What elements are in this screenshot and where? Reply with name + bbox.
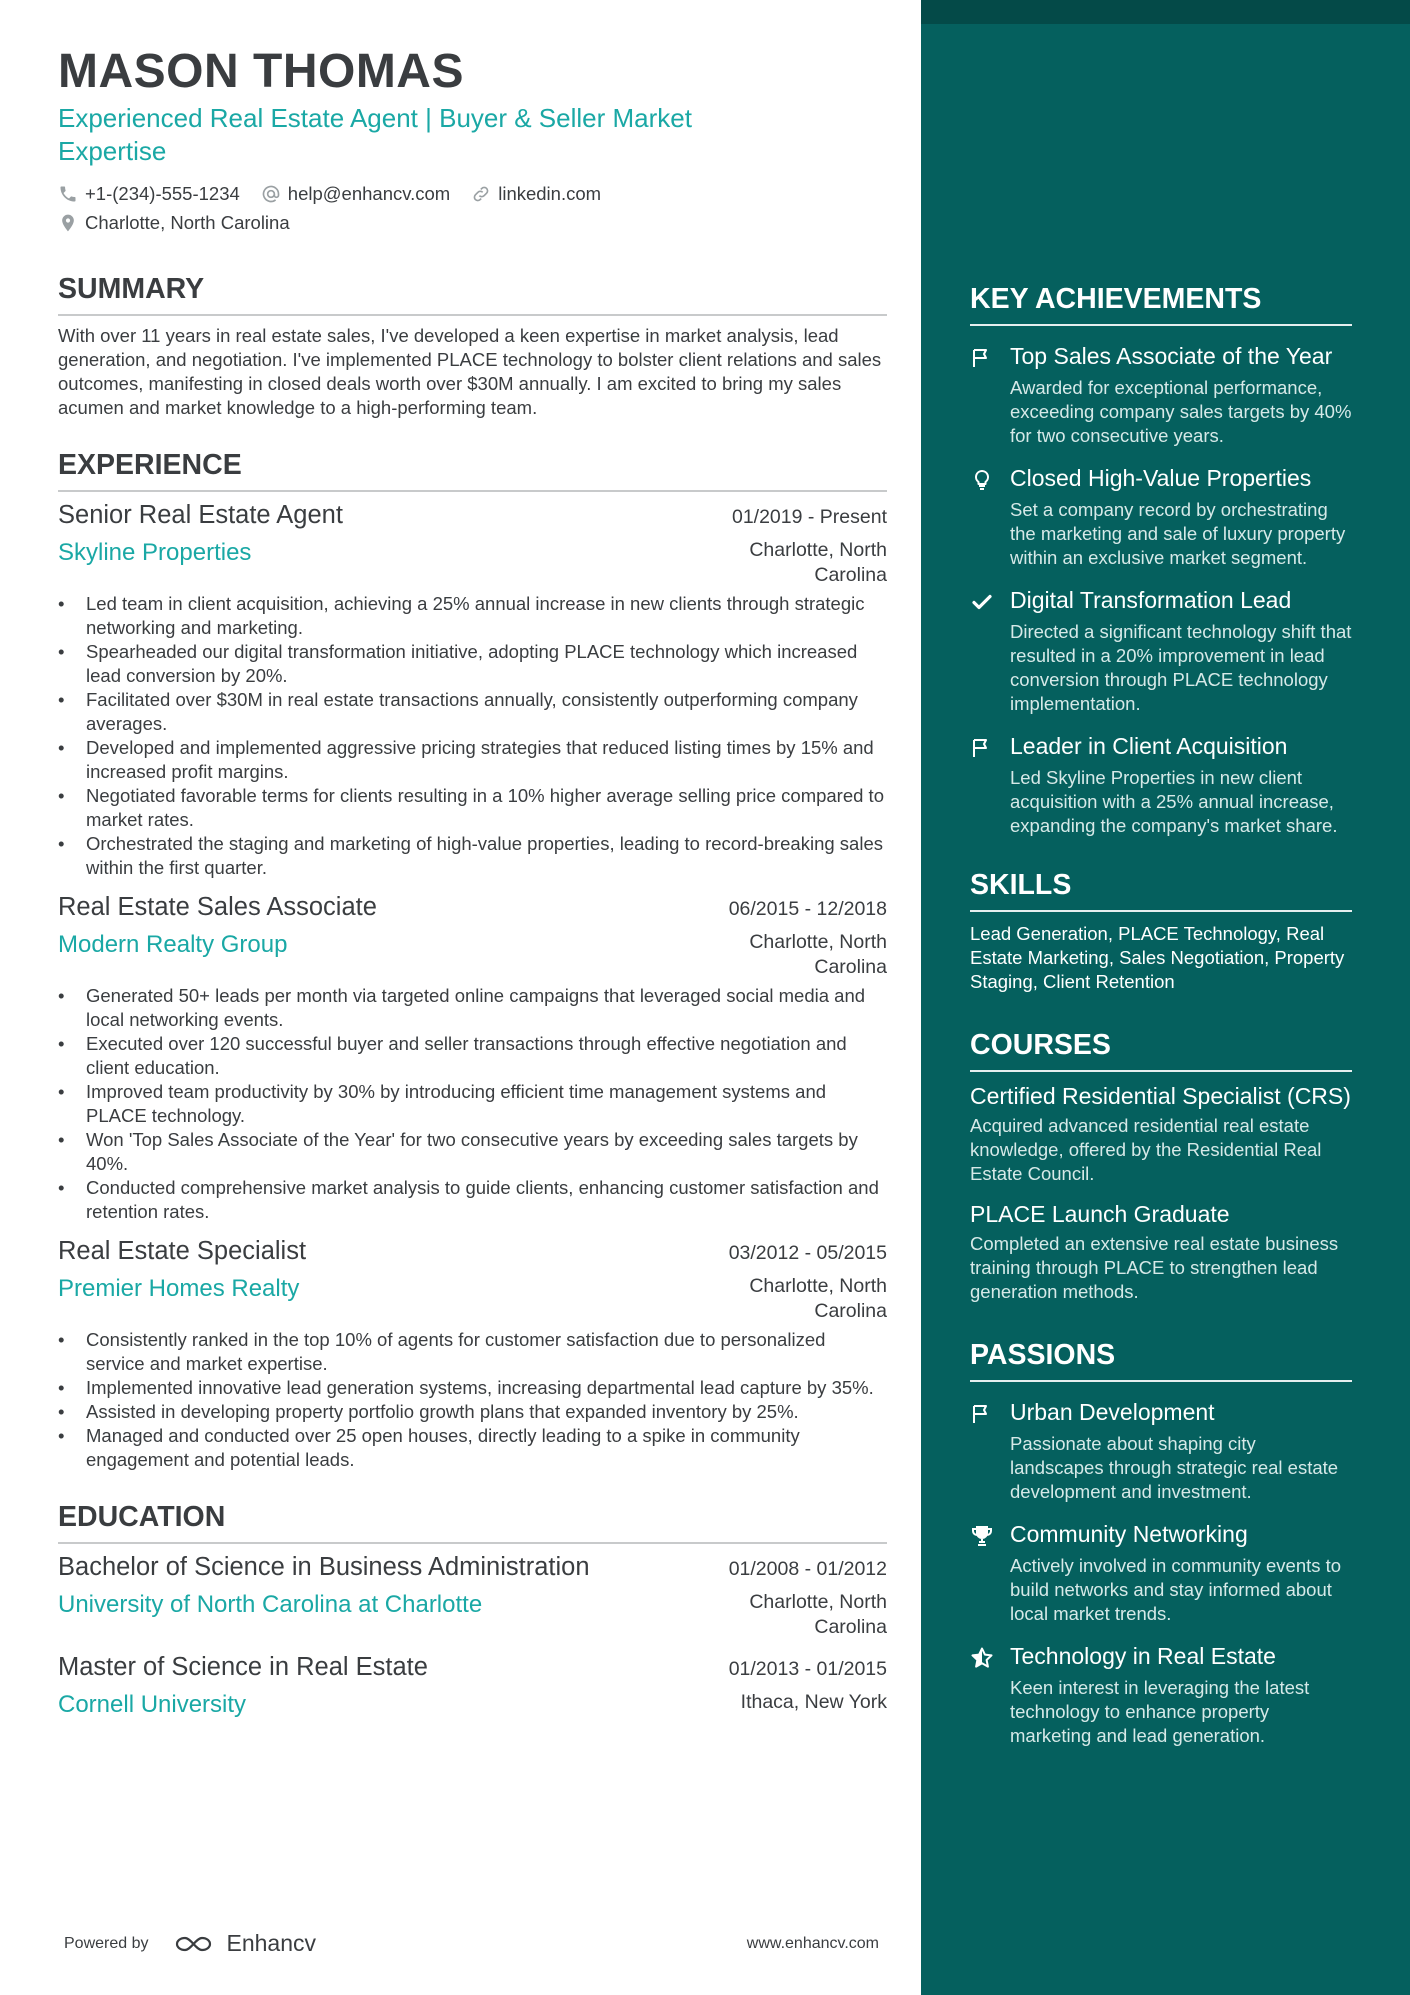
job-dates: 01/2019 - Present: [731, 506, 887, 528]
passion-title: Urban Development: [1010, 1399, 1215, 1425]
phone-text: +1-(234)-555-1234: [85, 183, 240, 204]
passions-section: [970, 1338, 1352, 1748]
star-icon: [970, 1646, 994, 1670]
job-entry: [58, 892, 887, 1224]
job-header: [58, 1236, 887, 1266]
education-section: [58, 1500, 887, 1720]
degree-title: Master of Science in Real Estate: [58, 1653, 428, 1681]
education-header: [58, 1652, 887, 1682]
company-name: Modern Realty Group: [58, 931, 288, 958]
course-item: [970, 1200, 1352, 1304]
achievement-title: Closed High-Value Properties: [1010, 465, 1312, 491]
achievement-title: Top Sales Associate of the Year: [1010, 343, 1333, 369]
course-title: Certified Residential Specialist (CRS): [970, 1083, 1351, 1109]
linkedin-text: linkedin.com: [498, 183, 602, 204]
contact-linkedin[interactable]: [471, 183, 601, 205]
bullet-item: • Led team in client acquisition, achieving a 25% annual increase in new clients through strategic networking and marketing.: [58, 592, 887, 640]
achievements-heading: KEY ACHIEVEMENTS: [970, 283, 1262, 315]
achievement-description: Set a company record by orchestrating the marketing and sale of luxury property within an exclusive market segment.: [1010, 499, 1346, 568]
location-pin-icon: [58, 213, 78, 233]
job-title: Senior Real Estate Agent: [58, 501, 343, 529]
job-bullets: [58, 1328, 887, 1472]
passion-description: Passionate about shaping city landscapes through strategic real estate development and investment.: [1010, 1433, 1339, 1502]
education-dates: 01/2013 - 01/2015: [728, 1658, 887, 1680]
course-title: PLACE Launch Graduate: [970, 1201, 1230, 1227]
section-divider: [58, 490, 887, 492]
job-bullets: [58, 984, 887, 1224]
education-dates: 01/2008 - 01/2012: [728, 1558, 887, 1580]
education-subheader: [58, 1590, 887, 1640]
section-divider: [58, 1542, 887, 1544]
company-name: Skyline Properties: [58, 539, 252, 566]
job-title: Real Estate Specialist: [58, 1237, 307, 1265]
bullet-item: • Executed over 120 successful buyer and seller transactions through effective negotiation and client education.: [58, 1032, 887, 1080]
passions-heading: PASSIONS: [970, 1339, 1116, 1371]
bullet-item: • Implemented innovative lead generation systems, increasing departmental lead capture by 35%.: [58, 1376, 887, 1400]
skills-section: [970, 868, 1352, 994]
bullet-item: • Assisted in developing property portfolio growth plans that expanded inventory by 25%.: [58, 1400, 887, 1424]
bullet-item: • Managed and conducted over 25 open houses, directly leading to a spike in community engagement and potential leads.: [58, 1424, 887, 1472]
contact-row: [58, 183, 887, 205]
passion-title: Community Networking: [1010, 1521, 1248, 1547]
education-entry: [58, 1552, 887, 1640]
bullet-item: • Orchestrated the staging and marketing of high-value properties, leading to record-breaking sales within the first quarter.: [58, 832, 887, 880]
achievement-title: Digital Transformation Lead: [1010, 587, 1292, 613]
skills-list: Lead Generation, PLACE Technology, Real Estate Marketing, Sales Negotiation, Property Staging, Client Retention: [970, 923, 1345, 992]
job-location: Charlotte, North Carolina: [749, 539, 887, 586]
contact-row-location: [58, 212, 887, 234]
section-divider: [970, 910, 1352, 912]
phone-icon: [58, 184, 78, 204]
footer: [64, 1930, 879, 1957]
contact-location: [58, 212, 290, 234]
experience-section: [58, 448, 887, 1472]
job-dates: 03/2012 - 05/2015: [728, 1242, 887, 1264]
experience-heading: EXPERIENCE: [58, 449, 242, 481]
achievement-title: Leader in Client Acquisition: [1010, 733, 1288, 759]
job-header: [58, 500, 887, 530]
job-header: [58, 892, 887, 922]
job-bullets: [58, 592, 887, 880]
achievement-description: Directed a significant technology shift that resulted in a 20% improvement in lead conversion through PLACE technology implementation.: [1010, 621, 1352, 714]
education-subheader: [58, 1690, 887, 1720]
checkmark-icon: [970, 590, 994, 614]
bullet-item: • Developed and implemented aggressive pricing strategies that reduced listing times by 15% and increased profit margins.: [58, 736, 887, 784]
education-location: Ithaca, New York: [740, 1691, 887, 1713]
job-entry: [58, 1236, 887, 1472]
skills-heading: SKILLS: [970, 869, 1072, 901]
passion-title: Technology in Real Estate: [1010, 1643, 1276, 1669]
education-entry: [58, 1652, 887, 1720]
course-item: [970, 1082, 1352, 1186]
achievement-description: Awarded for exceptional performance, exceeding company sales targets by 40% for two consecutive years.: [1010, 377, 1352, 446]
achievements-section: [970, 282, 1352, 838]
achievement-item: [970, 464, 1352, 570]
bullet-item: • Negotiated favorable terms for clients resulting in a 10% higher average selling price compared to market rates.: [58, 784, 887, 832]
job-subheader: [58, 538, 887, 588]
achievement-item: [970, 732, 1352, 838]
summary-heading: SUMMARY: [58, 273, 205, 305]
passion-description: Actively involved in community events to build networks and stay informed about local market trends.: [1010, 1555, 1342, 1624]
bullet-item: • Spearheaded our digital transformation initiative, adopting PLACE technology which increased lead conversion by 20%.: [58, 640, 887, 688]
enhancv-logo-icon: [175, 1932, 221, 1956]
course-description: Completed an extensive real estate business training through PLACE to strengthen lead generation methods.: [970, 1233, 1339, 1302]
school-name: Cornell University: [58, 1691, 247, 1718]
bullet-item: • Won 'Top Sales Associate of the Year' for two consecutive years by exceeding sales targets by 40%.: [58, 1128, 887, 1176]
candidate-headline: Experienced Real Estate Agent | Buyer & Seller Market Expertise: [58, 103, 692, 166]
section-divider: [58, 314, 887, 316]
courses-heading: COURSES: [970, 1029, 1111, 1061]
bullet-item: • Generated 50+ leads per month via targeted online campaigns that leveraged social media and local networking events.: [58, 984, 887, 1032]
sidebar-top-bar: [921, 0, 1410, 24]
contact-phone[interactable]: [58, 183, 240, 205]
degree-title: Bachelor of Science in Business Administration: [58, 1553, 590, 1581]
at-icon: [261, 184, 281, 204]
job-subheader: [58, 930, 887, 980]
section-divider: [970, 324, 1352, 326]
job-entry: [58, 500, 887, 880]
passion-item: [970, 1520, 1352, 1626]
education-heading: EDUCATION: [58, 1501, 226, 1533]
footer-branding: [64, 1930, 316, 1957]
flag-icon: [970, 1402, 994, 1426]
sidebar-column: [970, 282, 1352, 1748]
brand-name: Enhancv: [226, 1930, 317, 1956]
section-divider: [970, 1070, 1352, 1072]
flag-icon: [970, 346, 994, 370]
bullet-item: • Consistently ranked in the top 10% of agents for customer satisfaction due to personalized service and market expertise.: [58, 1328, 887, 1376]
job-location: Charlotte, North Carolina: [749, 1275, 887, 1322]
achievement-description: Led Skyline Properties in new client acquisition with a 25% annual increase, expanding the company's market share.: [1010, 767, 1338, 836]
powered-by-label: Powered by: [64, 1934, 149, 1952]
email-text: help@enhancv.com: [287, 183, 451, 204]
job-dates: 06/2015 - 12/2018: [728, 898, 887, 920]
job-location: Charlotte, North Carolina: [749, 931, 887, 978]
course-description: Acquired advanced residential real estate knowledge, offered by the Residential Real Estate Council.: [970, 1115, 1322, 1184]
education-location: Charlotte, North Carolina: [749, 1591, 887, 1638]
job-title: Real Estate Sales Associate: [58, 893, 377, 921]
job-subheader: [58, 1274, 887, 1324]
passion-description: Keen interest in leveraging the latest technology to enhance property marketing and lead generation.: [1010, 1677, 1310, 1746]
candidate-name: MASON THOMAS: [58, 45, 464, 98]
company-name: Premier Homes Realty: [58, 1275, 300, 1302]
section-divider: [970, 1380, 1352, 1382]
lightbulb-icon: [970, 468, 994, 492]
bullet-item: • Conducted comprehensive market analysis to guide clients, enhancing customer satisfaction and retention rates.: [58, 1176, 887, 1224]
summary-text: With over 11 years in real estate sales, I've developed a keen expertise in market analysis, lead generation, and negotiation. I've implemented PLACE technology to bolster client relations and sales outcomes, manifesting in closed deals worth over $30M annually. I am excited to bring my sales acumen and market knowledge to a high-performing team.: [58, 325, 882, 418]
main-column: [58, 44, 887, 1720]
school-name: University of North Carolina at Charlotte: [58, 1591, 483, 1618]
bullet-item: • Facilitated over $30M in real estate transactions annually, consistently outperforming company averages.: [58, 688, 887, 736]
trophy-icon: [970, 1524, 994, 1548]
education-header: [58, 1552, 887, 1582]
enhancv-brand[interactable]: [175, 1930, 317, 1957]
location-text: Charlotte, North Carolina: [85, 212, 290, 233]
courses-section: [970, 1028, 1352, 1304]
bullet-item: • Improved team productivity by 30% by introducing efficient time management systems and PLACE technology.: [58, 1080, 887, 1128]
link-icon: [471, 184, 491, 204]
passion-item: [970, 1642, 1352, 1748]
passion-item: [970, 1398, 1352, 1504]
achievement-item: [970, 586, 1352, 716]
flag-icon: [970, 736, 994, 760]
summary-section: [58, 272, 887, 420]
contact-email[interactable]: [261, 183, 450, 205]
achievement-item: [970, 342, 1352, 448]
footer-url[interactable]: www.enhancv.com: [746, 1934, 879, 1952]
